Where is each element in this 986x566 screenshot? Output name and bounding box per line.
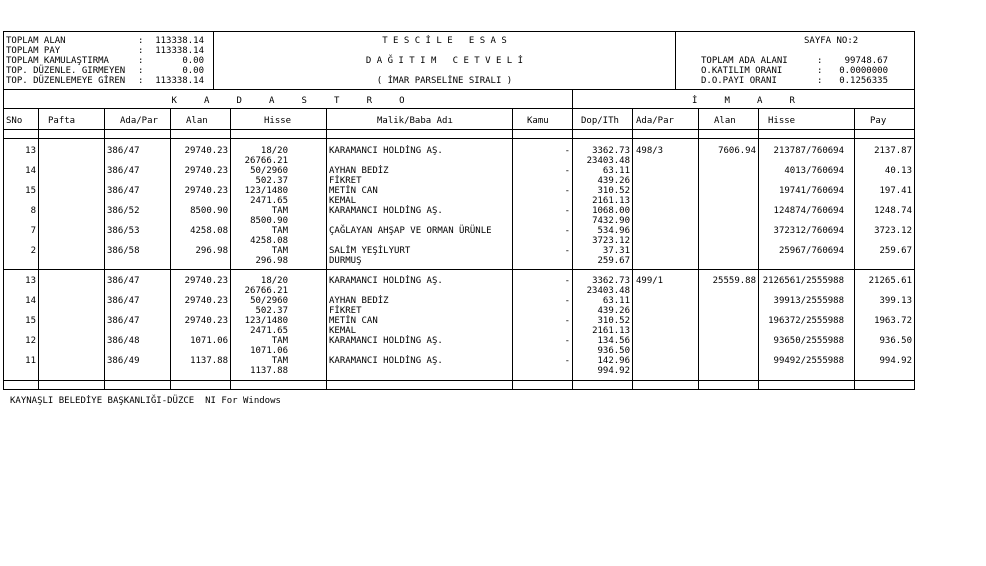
cell-hisse2: 26766.21 — [244, 286, 288, 296]
summary-label-3: TOP. DÜZENLE. GIRMEYEN — [6, 66, 126, 76]
imar-adapar: 499/1 — [636, 276, 664, 286]
header-bottom-border — [3, 89, 915, 90]
cell-sno: 8 — [30, 206, 36, 216]
cell-malik2: FİKRET — [329, 176, 362, 186]
cell-pay: 994.92 — [879, 356, 912, 366]
summary-value-3: 0.00 — [182, 66, 204, 76]
cell-sno: 7 — [30, 226, 36, 236]
col-divider — [104, 109, 105, 390]
section-kadastro: K A D A S T R O — [171, 96, 405, 106]
cell-pay: 3723.12 — [874, 226, 912, 236]
cell-adapar: 386/47 — [107, 146, 140, 156]
cell-dop: 142.96 — [597, 356, 630, 366]
cell-dop2: 23403.48 — [586, 156, 630, 166]
cell-hisse2: 4258.08 — [250, 236, 288, 246]
cell-hisse2: 502.37 — [255, 306, 288, 316]
title-line1: T E S C İ L E E S A S — [382, 36, 507, 46]
cell-dop: 534.96 — [597, 226, 630, 236]
cell-dop2: 439.26 — [597, 306, 630, 316]
cell-adapar: 386/47 — [107, 276, 140, 286]
cell-ihisse: 19741/760694 — [778, 186, 844, 196]
page-value: 2 — [852, 36, 859, 46]
cell-dop: 134.56 — [597, 336, 630, 346]
right-summary-value-0: 99748.67 — [844, 56, 888, 66]
cell-hisse2: 2471.65 — [250, 196, 288, 206]
cell-hisse: 123/1480 — [244, 316, 288, 326]
summary-value-1: 113338.14 — [155, 46, 204, 56]
right-summary-label-2: D.O.PAYI ORANI — [701, 76, 777, 86]
cell-adapar: 386/47 — [107, 296, 140, 306]
col-malik: Malik/Baba Adı — [377, 116, 453, 126]
cell-alan: 29740.23 — [184, 146, 228, 156]
cell-ihisse: 4013/760694 — [784, 166, 844, 176]
column-header-border — [3, 129, 915, 130]
cell-sno: 13 — [25, 146, 36, 156]
cell-dop2: 259.67 — [597, 256, 630, 266]
cell-pay: 21265.61 — [868, 276, 912, 286]
cell-adapar: 386/49 — [107, 356, 140, 366]
cell-dop: 310.52 — [597, 316, 630, 326]
cell-kamu: - — [564, 186, 570, 196]
cell-sno: 12 — [25, 336, 36, 346]
cell-malik: AYHAN BEDİZ — [329, 296, 389, 306]
summary-colon-3: : — [138, 66, 144, 76]
cell-malik2: KEMAL — [329, 326, 357, 336]
cell-dop2: 23403.48 — [586, 286, 630, 296]
right-summary-label-0: TOPLAM ADA ALANI — [701, 56, 788, 66]
cell-alan: 29740.23 — [184, 296, 228, 306]
cell-dop2: 2161.13 — [592, 196, 630, 206]
cell-malik: AYHAN BEDİZ — [329, 166, 389, 176]
cell-sno: 11 — [25, 356, 36, 366]
cell-alan: 29740.23 — [184, 166, 228, 176]
title-line2: D A Ğ I T I M C E T V E L İ — [365, 56, 524, 66]
right-summary-label-1: O.KATILIM ORANI — [701, 66, 783, 76]
cell-ihisse: 39913/2555988 — [773, 296, 844, 306]
col-divider — [38, 109, 39, 390]
cell-malik: KARAMANCI HOLDİNG AŞ. — [329, 146, 443, 156]
cell-pay: 1963.72 — [874, 316, 912, 326]
cell-adapar: 386/47 — [107, 166, 140, 176]
cell-malik2: FİKRET — [329, 306, 362, 316]
cell-alan: 4258.08 — [190, 226, 228, 236]
cell-malik: ÇAĞLAYAN AHŞAP VE ORMAN ÜRÜNLE — [329, 226, 492, 236]
page-number: SAYFA NO:2 — [804, 36, 859, 46]
right-summary-value-2: 0.1256335 — [839, 76, 888, 86]
cell-hisse2: 1071.06 — [250, 346, 288, 356]
cell-dop: 63.11 — [602, 296, 630, 306]
summary-label-2: TOPLAM KAMULAŞTIRMA — [6, 56, 109, 66]
cell-sno: 14 — [25, 296, 36, 306]
cell-hisse: TAM — [271, 226, 288, 236]
cell-pay: 259.67 — [879, 246, 912, 256]
cell-kamu: - — [564, 146, 570, 156]
column-header-border-2 — [3, 138, 915, 139]
col-iadapar: Ada/Par — [636, 116, 674, 126]
cell-malik2: DURMUŞ — [329, 256, 362, 266]
right-summary-colon-1: : — [817, 66, 823, 76]
cell-hisse2: 26766.21 — [244, 156, 288, 166]
cell-ihisse: 2126561/2555988 — [762, 276, 844, 286]
col-hisse: Hisse — [264, 116, 292, 126]
cell-dop2: 3723.12 — [592, 236, 630, 246]
cell-dop2: 2161.13 — [592, 326, 630, 336]
cell-hisse: 50/2960 — [250, 166, 288, 176]
cell-alan: 296.98 — [195, 246, 228, 256]
cell-hisse: 123/1480 — [244, 186, 288, 196]
col-ihisse: Hisse — [768, 116, 796, 126]
cell-sno: 2 — [30, 246, 36, 256]
col-divider — [632, 109, 633, 390]
right-summary-colon-2: : — [817, 76, 823, 86]
cell-hisse2: 2471.65 — [250, 326, 288, 336]
cell-hisse: TAM — [271, 336, 288, 346]
summary-label-0: TOPLAM ALAN — [6, 36, 66, 46]
imar-adapar: 498/3 — [636, 146, 664, 156]
summary-value-2: 0.00 — [182, 56, 204, 66]
cell-hisse2: 8500.90 — [250, 216, 288, 226]
footer-text: KAYNAŞLI BELEDİYE BAŞKANLIĞI-DÜZCE NI For Windows — [10, 396, 281, 406]
col-ialan: Alan — [714, 116, 736, 126]
cell-adapar: 386/47 — [107, 186, 140, 196]
imar-alan: 25559.88 — [712, 276, 756, 286]
cell-ihisse: 99492/2555988 — [773, 356, 844, 366]
cell-dop: 3362.73 — [592, 276, 630, 286]
cell-pay: 936.50 — [879, 336, 912, 346]
cell-adapar: 386/47 — [107, 316, 140, 326]
cell-pay: 2137.87 — [874, 146, 912, 156]
cell-malik: KARAMANCI HOLDİNG AŞ. — [329, 276, 443, 286]
col-sno: SNo — [6, 116, 23, 126]
cell-dop: 310.52 — [597, 186, 630, 196]
summary-value-4: 113338.14 — [155, 76, 204, 86]
cell-malik: SALİM YEŞİLYURT — [329, 246, 411, 256]
cell-malik: KARAMANCI HOLDİNG AŞ. — [329, 206, 443, 216]
cell-ihisse: 372312/760694 — [773, 226, 844, 236]
col-pafta: Pafta — [48, 116, 76, 126]
cell-pay: 40.13 — [884, 166, 912, 176]
cell-malik: METİN CAN — [329, 316, 378, 326]
cell-dop2: 7432.90 — [592, 216, 630, 226]
cell-sno: 14 — [25, 166, 36, 176]
cell-malik: KARAMANCI HOLDİNG AŞ. — [329, 356, 443, 366]
cell-dop: 37.31 — [602, 246, 630, 256]
frame-right-border — [914, 31, 915, 390]
summary-label-1: TOPLAM PAY — [6, 46, 61, 56]
cell-hisse: TAM — [271, 246, 288, 256]
cell-hisse: 18/20 — [260, 276, 288, 286]
col-pay: Pay — [870, 116, 887, 126]
cell-adapar: 386/48 — [107, 336, 140, 346]
summary-colon-4: : — [138, 76, 144, 86]
right-summary-colon-0: : — [817, 56, 823, 66]
section-imar: İ M A R — [692, 96, 795, 106]
cell-adapar: 386/52 — [107, 206, 140, 216]
cell-kamu: - — [564, 336, 570, 346]
cell-hisse: 18/20 — [260, 146, 288, 156]
page-label: SAYFA NO — [804, 36, 848, 46]
cell-hisse: TAM — [271, 206, 288, 216]
cell-dop2: 936.50 — [597, 346, 630, 356]
cell-ihisse: 25967/760694 — [778, 246, 844, 256]
cell-alan: 1071.06 — [190, 336, 228, 346]
cell-dop: 63.11 — [602, 166, 630, 176]
cell-hisse2: 502.37 — [255, 176, 288, 186]
cell-kamu: - — [564, 246, 570, 256]
cell-kamu: - — [564, 276, 570, 286]
col-dop: Dop/ITh — [581, 116, 619, 126]
cell-dop: 3362.73 — [592, 146, 630, 156]
cell-malik2: KEMAL — [329, 196, 357, 206]
cell-ihisse: 196372/2555988 — [768, 316, 844, 326]
cell-dop2: 439.26 — [597, 176, 630, 186]
cell-alan: 29740.23 — [184, 316, 228, 326]
group-separator — [3, 269, 915, 270]
header-top-border — [3, 31, 915, 32]
cell-kamu: - — [564, 166, 570, 176]
cell-kamu: - — [564, 226, 570, 236]
summary-colon-0: : — [138, 36, 144, 46]
imar-alan: 7606.94 — [718, 146, 756, 156]
cell-hisse: 50/2960 — [250, 296, 288, 306]
col-divider — [326, 109, 327, 390]
cell-hisse2: 296.98 — [255, 256, 288, 266]
cell-hisse: TAM — [271, 356, 288, 366]
col-kamu: Kamu — [527, 116, 549, 126]
cell-pay: 1248.74 — [874, 206, 912, 216]
cell-kamu: - — [564, 316, 570, 326]
cell-sno: 15 — [25, 186, 36, 196]
col-adapar: Ada/Par — [120, 116, 158, 126]
section-bottom-border — [3, 108, 915, 109]
summary-label-4: TOP. DÜZENLEMEYE GİREN — [6, 76, 126, 86]
col-alan: Alan — [186, 116, 208, 126]
cell-dop2: 994.92 — [597, 366, 630, 376]
summary-colon-2: : — [138, 56, 144, 66]
summary-value-0: 113338.14 — [155, 36, 204, 46]
table-bottom-inner — [3, 380, 915, 381]
cell-adapar: 386/53 — [107, 226, 140, 236]
cell-adapar: 386/58 — [107, 246, 140, 256]
cell-sno: 15 — [25, 316, 36, 326]
cell-ihisse: 213787/760694 — [773, 146, 844, 156]
cell-alan: 29740.23 — [184, 186, 228, 196]
cell-pay: 197.41 — [879, 186, 912, 196]
cell-alan: 29740.23 — [184, 276, 228, 286]
cell-kamu: - — [564, 296, 570, 306]
header-divider-right — [675, 31, 676, 89]
cell-malik: KARAMANCI HOLDİNG AŞ. — [329, 336, 443, 346]
table-bottom-border — [3, 389, 915, 390]
title-line3: ( İMAR PARSELİNE SIRALI ) — [376, 76, 513, 86]
cell-malik: METİN CAN — [329, 186, 378, 196]
right-summary-value-1: 0.0000000 — [839, 66, 888, 76]
cell-ihisse: 93650/2555988 — [773, 336, 844, 346]
cell-ihisse: 124874/760694 — [773, 206, 844, 216]
cell-pay: 399.13 — [879, 296, 912, 306]
cell-kamu: - — [564, 356, 570, 366]
cell-dop: 1068.00 — [592, 206, 630, 216]
cell-kamu: - — [564, 206, 570, 216]
cell-sno: 13 — [25, 276, 36, 286]
cell-alan: 8500.90 — [190, 206, 228, 216]
summary-colon-1: : — [138, 46, 144, 56]
cell-alan: 1137.88 — [190, 356, 228, 366]
cell-hisse2: 1137.88 — [250, 366, 288, 376]
